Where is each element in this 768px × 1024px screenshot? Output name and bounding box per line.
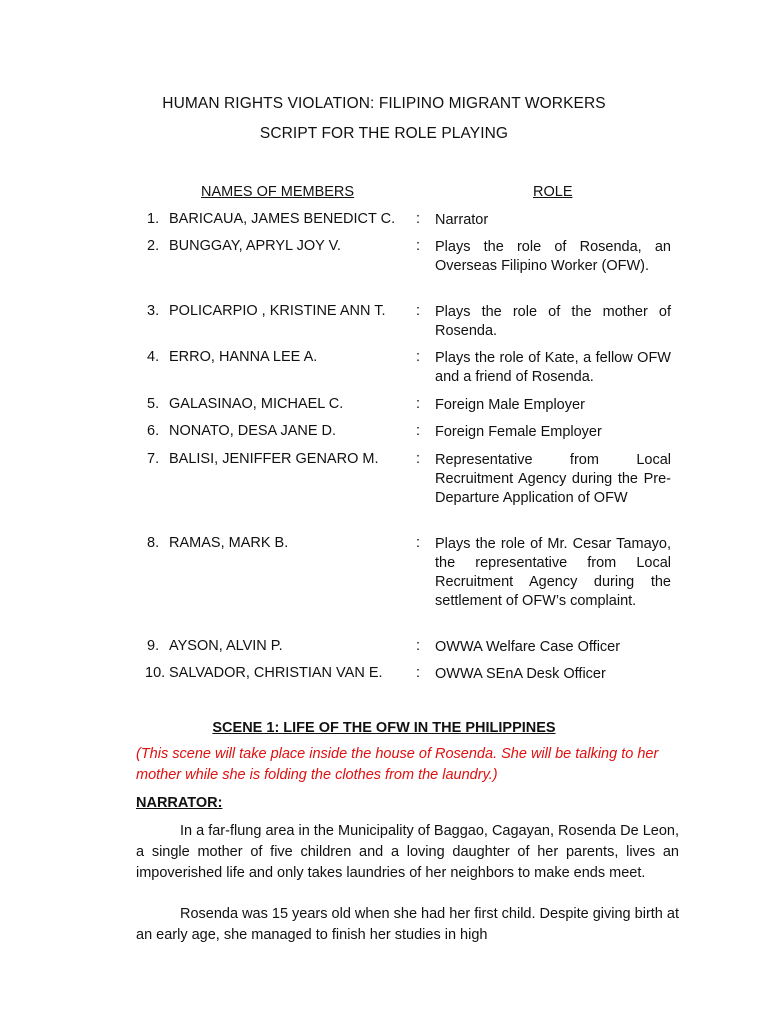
- separator: :: [416, 423, 421, 439]
- member-role: OWWA SEnA Desk Officer: [435, 666, 606, 682]
- document-subtitle: SCRIPT FOR THE ROLE PLAYING: [259, 125, 509, 142]
- separator: :: [416, 238, 421, 254]
- role-column-header: ROLE: [533, 184, 573, 200]
- member-role: OWWA Welfare Case Officer: [435, 639, 621, 655]
- member-name: BUNGGAY, APRYL JOY V.: [169, 238, 341, 254]
- member-name: BARICAUA, JAMES BENEDICT C.: [169, 211, 396, 227]
- separator: :: [416, 665, 421, 681]
- member-role: Narrator: [435, 212, 489, 228]
- member-number: 9.: [147, 638, 160, 654]
- narration-paragraph: In a far-flung area in the Municipality of Baggao, Cagayan, Rosenda De Leon, a single mother of five children and a loving daughter of her parents, lives an impoverished life and only takes laundries of her neighbors to make ends meet.: [136, 823, 679, 881]
- stage-direction: (This scene will take place inside the house of Rosenda. She will be talking to her mother while she is folding the clothes from the laundry.): [136, 746, 659, 783]
- member-role: Foreign Male Employer: [435, 397, 585, 413]
- member-name: BALISI, JENIFFER GENARO M.: [169, 451, 379, 467]
- member-number: 3.: [147, 303, 160, 319]
- separator: :: [416, 303, 421, 319]
- member-number: 5.: [147, 396, 160, 412]
- member-name: ERRO, HANNA LEE A.: [169, 349, 318, 365]
- member-name: GALASINAO, MICHAEL C.: [169, 396, 344, 412]
- narration-paragraph: Rosenda was 15 years old when she had her first child. Despite giving birth at an early age, she managed to finish her studies in high: [136, 906, 679, 943]
- member-number: 10.: [145, 665, 166, 681]
- separator: :: [416, 638, 421, 654]
- separator: :: [416, 396, 421, 412]
- member-role: Plays the role of Kate, a fellow OFW and a friend of Rosenda.: [435, 350, 671, 385]
- member-role: Plays the role of Mr. Cesar Tamayo, the representative from Local Recruitment Agency during the settlement of OFW’s complaint.: [435, 536, 671, 609]
- member-role: Plays the role of Rosenda, an Overseas Filipino Worker (OFW).: [435, 239, 671, 274]
- names-column-header: NAMES OF MEMBERS: [201, 184, 355, 200]
- separator: :: [416, 349, 421, 365]
- member-role: Plays the role of the mother of Rosenda.: [435, 304, 671, 339]
- document-title: HUMAN RIGHTS VIOLATION: FILIPINO MIGRANT WORKERS: [162, 95, 606, 112]
- member-number: 8.: [147, 535, 160, 551]
- separator: :: [416, 211, 421, 227]
- member-number: 4.: [147, 349, 160, 365]
- member-number: 1.: [147, 211, 160, 227]
- member-number: 6.: [147, 423, 160, 439]
- speaker-label: NARRATOR:: [136, 795, 223, 811]
- member-name: SALVADOR, CHRISTIAN VAN E.: [169, 665, 383, 681]
- separator: :: [416, 535, 421, 551]
- member-name: AYSON, ALVIN P.: [169, 638, 283, 654]
- member-number: 2.: [147, 238, 160, 254]
- member-number: 7.: [147, 451, 160, 467]
- member-name: NONATO, DESA JANE D.: [169, 423, 337, 439]
- member-name: RAMAS, MARK B.: [169, 535, 289, 551]
- member-role: Representative from Local Recruitment Agency during the Pre-Departure Application of OFW: [435, 452, 671, 506]
- separator: :: [416, 451, 421, 467]
- member-name: POLICARPIO , KRISTINE ANN T.: [169, 303, 386, 319]
- member-role: Foreign Female Employer: [435, 424, 602, 440]
- scene-heading: SCENE 1: LIFE OF THE OFW IN THE PHILIPPINES: [212, 720, 556, 736]
